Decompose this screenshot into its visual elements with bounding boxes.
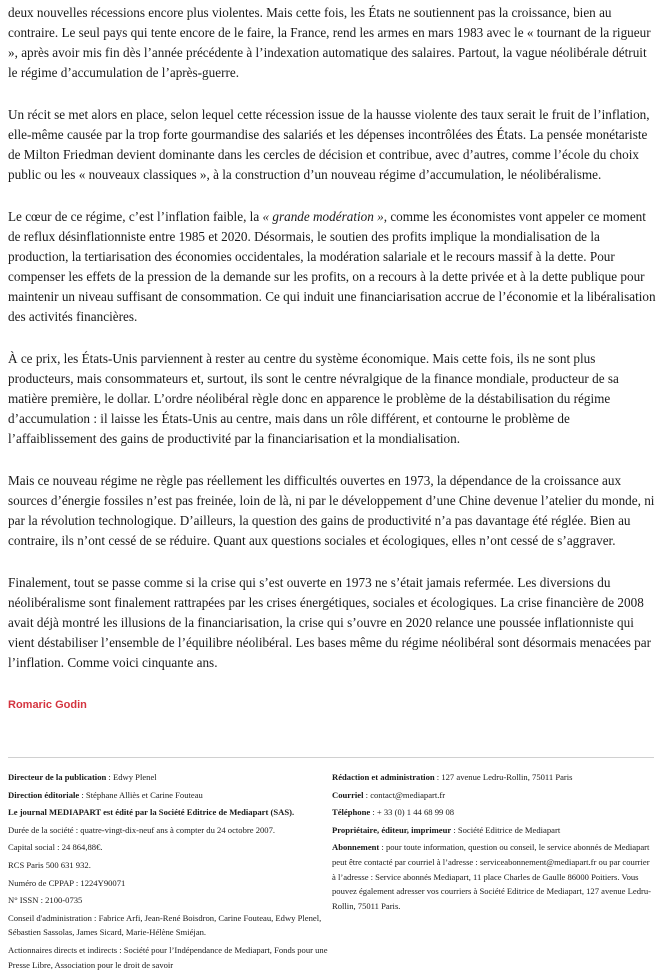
editorial-direction-value: : Stéphane Alliès et Carine Fouteau	[79, 789, 203, 800]
author-name[interactable]: Romaric Godin	[8, 699, 87, 711]
paragraph-3	[8, 207, 658, 327]
footer-right-column	[332, 770, 654, 916]
paragraph-3-start: Le cœur de ce régime, c’est l’inflation faible, la	[8, 209, 263, 224]
owner-publisher	[332, 823, 654, 838]
publication-director	[8, 770, 328, 785]
contact-email-value[interactable]: : contact@mediapart.fr	[363, 789, 446, 800]
publisher-text: Le journal MEDIAPART est édité par la Société Editrice de Mediapart (SAS).	[8, 807, 295, 818]
paragraph-5: Mais ce nouveau régime ne règle pas réellement les difficultés ouvertes en 1973, la dépendance de la croissance aux sources d’énergie fossiles n’est pas freinée, loin de là, ni par le développement d’une Chine devenue l’atelier du monde, ni par la révolution technologique. D’ailleurs, la question des gains de productivité n’a pas davantage été réglée. Bien au contraire, ils n’ont cessé de se réduire. Quant aux questions sociales et écologiques, elles n’ont cessé de s’aggraver.	[8, 473, 655, 548]
publication-director-value: : Edwy Plenel	[106, 772, 157, 782]
contact-phone-value: : + 33 (0) 1 44 68 99 08	[370, 807, 455, 818]
editorial-direction-label: Direction éditoriale	[8, 789, 80, 800]
subscription-info	[332, 840, 654, 913]
owner-publisher-value: : Société Editrice de Mediapart	[451, 824, 561, 835]
contact-email	[332, 788, 654, 803]
subscription-label: Abonnement	[332, 842, 380, 853]
footer-left-column	[8, 770, 328, 975]
editorial-office-value: : 127 avenue Ledru-Rollin, 75011 Paris	[434, 772, 573, 782]
paragraph-6: Finalement, tout se passe comme si la crise qui s’est ouverte en 1973 ne s’était jamais refermée. Les diversions du néolibéralisme sont finalement rattrapées par les crises énergétiques, sociales et écologiques. La crise financière de 2008 avait déjà montré les illusions de la financiarisation, la crise qui s’ouvre en 2020 relance une poussée inflationniste qui vient déstabiliser l’ensemble de l’équilibre néolibéral. Les bases même du régime néolibéral sont désormais menacées par l’inflation. Comme voici cinquante ans.	[8, 575, 652, 670]
paragraph-4: À ce prix, les États-Unis parviennent à rester au centre du système économique. Mais cette fois, ils ne sont plus producteurs, mais consommateurs et, surtout, ils sont le centre névralgique de la finance mondiale, producteur de sa matière première, le dollar. L’ordre néolibéral règle donc en apparence le problème de la déstabilisation du régime d’accumulation : il laisse les États-Unis au centre, mais dans un rôle différent, et contourne le problème de l’affaiblissement des gains de productivité par la financiarisation et la mondialisation.	[8, 351, 619, 446]
subscription-value: : pour toute information, question ou conseil, le service abonnés de Mediapart peut être contacté par courriel à l’adresse : serviceabonnement@mediapart.fr ou par courrier à l’adresse : Service abonnés Mediapart, 11 place Charles de Gaulle 86000 Poitiers. Vous pouvez également adresser vos courriers à Société Editrice de Mediapart, 127 avenue Ledru-Rollin, 75011 Paris.	[332, 842, 652, 911]
publisher-line	[8, 805, 328, 820]
contact-email-label: Courriel	[332, 789, 364, 800]
paragraph-3-end: , comme les économistes vont appeler ce moment de reflux désinflationniste entre 1985 et 2020. Désormais, le soutien des profits implique la mondialisation de la production, la tertiarisation des économies occidentales, la modération salariale et le recours massif à la dette. Pour compenser les effets de la pression de la demande sur les profits, on a recours à la dette privée et à la dette publique pour maintenir un niveau suffisant de consommation. Ce qui induit une financiarisation accrue de l’économie et la libéralisation des activités financières.	[8, 209, 656, 324]
footer-divider	[8, 757, 654, 758]
paragraph-2: Un récit se met alors en place, selon lequel cette récession issue de la hausse violente des taux serait le fruit de l’inflation, elle-même causée par la trop forte gourmandise des salariés et les dépenses incontrôlées des États. La pensée monétariste de Milton Friedman devient dominante dans les cercles de décision et contribue, avec d’autres, comme l’école du choix public ou les « nouveaux classiques », à la construction d’un nouveau régime d’accumulation, le néolibéralisme.	[8, 107, 650, 182]
rcs-number: RCS Paris 500 631 932.	[8, 859, 91, 870]
grande-moderation-emphasis: « grande modération »	[262, 209, 384, 224]
publication-director-label: Directeur de la publication	[8, 772, 107, 782]
paragraph-1: deux nouvelles récessions encore plus violentes. Mais cette fois, les États ne soutiennent pas la croissance, bien au contraire. Le seul pays qui tente encore de le faire, la France, rend les armes en mars 1983 avec le « tournant de la rigueur », après avoir mis fin dès l’année précédente à l’indexation automatique des salaires. Partout, la vague néolibérale détruit le régime d’accumulation de l’après-guerre.	[8, 5, 651, 80]
editorial-direction	[8, 788, 328, 803]
issn-number: N° ISSN : 2100-0735	[8, 895, 83, 906]
company-duration: Durée de la société : quatre-vingt-dix-neuf ans à compter du 24 octobre 2007.	[8, 824, 276, 835]
board-of-directors: Conseil d'administration : Fabrice Arfi, Jean-René Boisdron, Carine Fouteau, Edwy Plenel, Sébastien Sassolas, James Sicard, Marie-Hélène Smiéjan.	[8, 912, 322, 938]
editorial-office-label: Rédaction et administration	[332, 772, 435, 782]
cppap-number: Numéro de CPPAP : 1224Y90071	[8, 877, 126, 888]
contact-phone-label: Téléphone	[332, 807, 371, 818]
share-capital: Capital social : 24 864,88€.	[8, 842, 103, 853]
contact-phone	[332, 805, 654, 820]
shareholders: Actionnaires directs et indirects : Société pour l’Indépendance de Mediapart, Fonds pour une Presse Libre, Association pour le droit de savoir	[8, 944, 328, 970]
owner-publisher-label: Propriétaire, éditeur, imprimeur	[332, 824, 452, 835]
article-body	[8, 3, 658, 695]
editorial-office	[332, 770, 654, 785]
